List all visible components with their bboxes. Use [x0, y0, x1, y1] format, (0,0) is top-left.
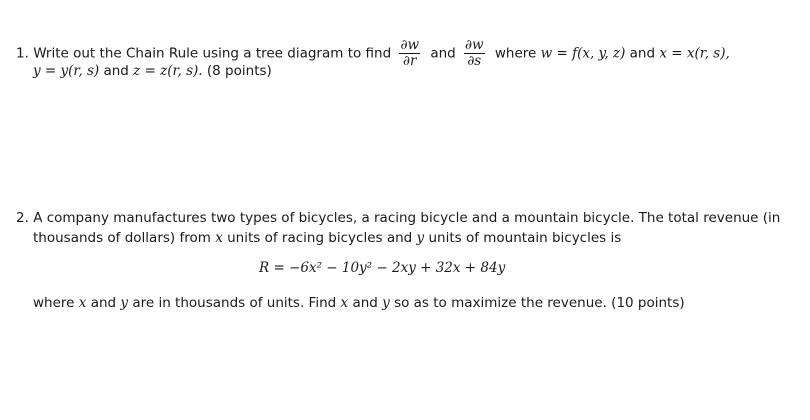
q1-line-2: [33, 62, 272, 80]
dw-ds-numerator: ∂w: [465, 37, 484, 53]
q2-line-1: [16, 209, 780, 227]
q2-line3-text-a: where: [33, 295, 75, 311]
dw-ds-denominator: ∂s: [467, 53, 482, 69]
y-definition: y = y(r, s): [33, 63, 100, 79]
q1-where-text: where: [494, 45, 537, 62]
q1-and3-text: and: [103, 63, 129, 79]
q1-points: (8 points): [206, 63, 272, 79]
z-definition: z = z(r, s).: [133, 63, 203, 79]
q2-line3-text-e: so as to maximize the revenue.: [394, 295, 607, 311]
q2-points: (10 points): [611, 295, 685, 311]
q2-line1-text: A company manufactures two types of bicycles, a racing bicycle and a mountain bicycle. The total revenue (in: [33, 210, 781, 226]
q2-line-3: [33, 294, 685, 312]
q1-number: 1.: [16, 45, 29, 62]
q2-line3-text-b: and: [90, 295, 117, 311]
q2-line-2: [33, 229, 621, 247]
dw-dr-numerator: ∂w: [400, 37, 420, 53]
q2-line2-x: x: [215, 230, 223, 246]
q2-line2-text-c: units of mountain bicycles is: [428, 230, 622, 246]
q2-line3-y: y: [120, 295, 129, 311]
q2-line3-y2: y: [382, 295, 390, 311]
q2-line3-text-d: and: [352, 295, 378, 311]
q1-and-text: and: [430, 45, 456, 62]
q2-line2-text-a: thousands of dollars) from: [33, 230, 211, 246]
q2-line3-x2: x: [340, 295, 349, 311]
dw-dr-fraction: [399, 38, 420, 69]
q2-line2-text-b: units of racing bicycles and: [227, 230, 413, 246]
w-definition: w = f(x, y, z): [540, 45, 626, 62]
q2-number: 2.: [16, 210, 29, 226]
dw-dr-denominator: ∂r: [403, 53, 417, 69]
q2-line3-x: x: [78, 295, 87, 311]
x-definition: x = x(r, s),: [659, 45, 730, 62]
q1-prefix-text: Write out the Chain Rule using a tree diagram to find: [33, 45, 392, 62]
q2-line3-text-c: are in thousands of units. Find: [132, 295, 337, 311]
q2-line2-y: y: [416, 230, 425, 246]
revenue-equation: R = −6x² − 10y² − 2xy + 32x + 84y: [259, 260, 506, 276]
q1-and2-text: and: [629, 45, 656, 62]
dw-ds-fraction: [464, 38, 485, 69]
